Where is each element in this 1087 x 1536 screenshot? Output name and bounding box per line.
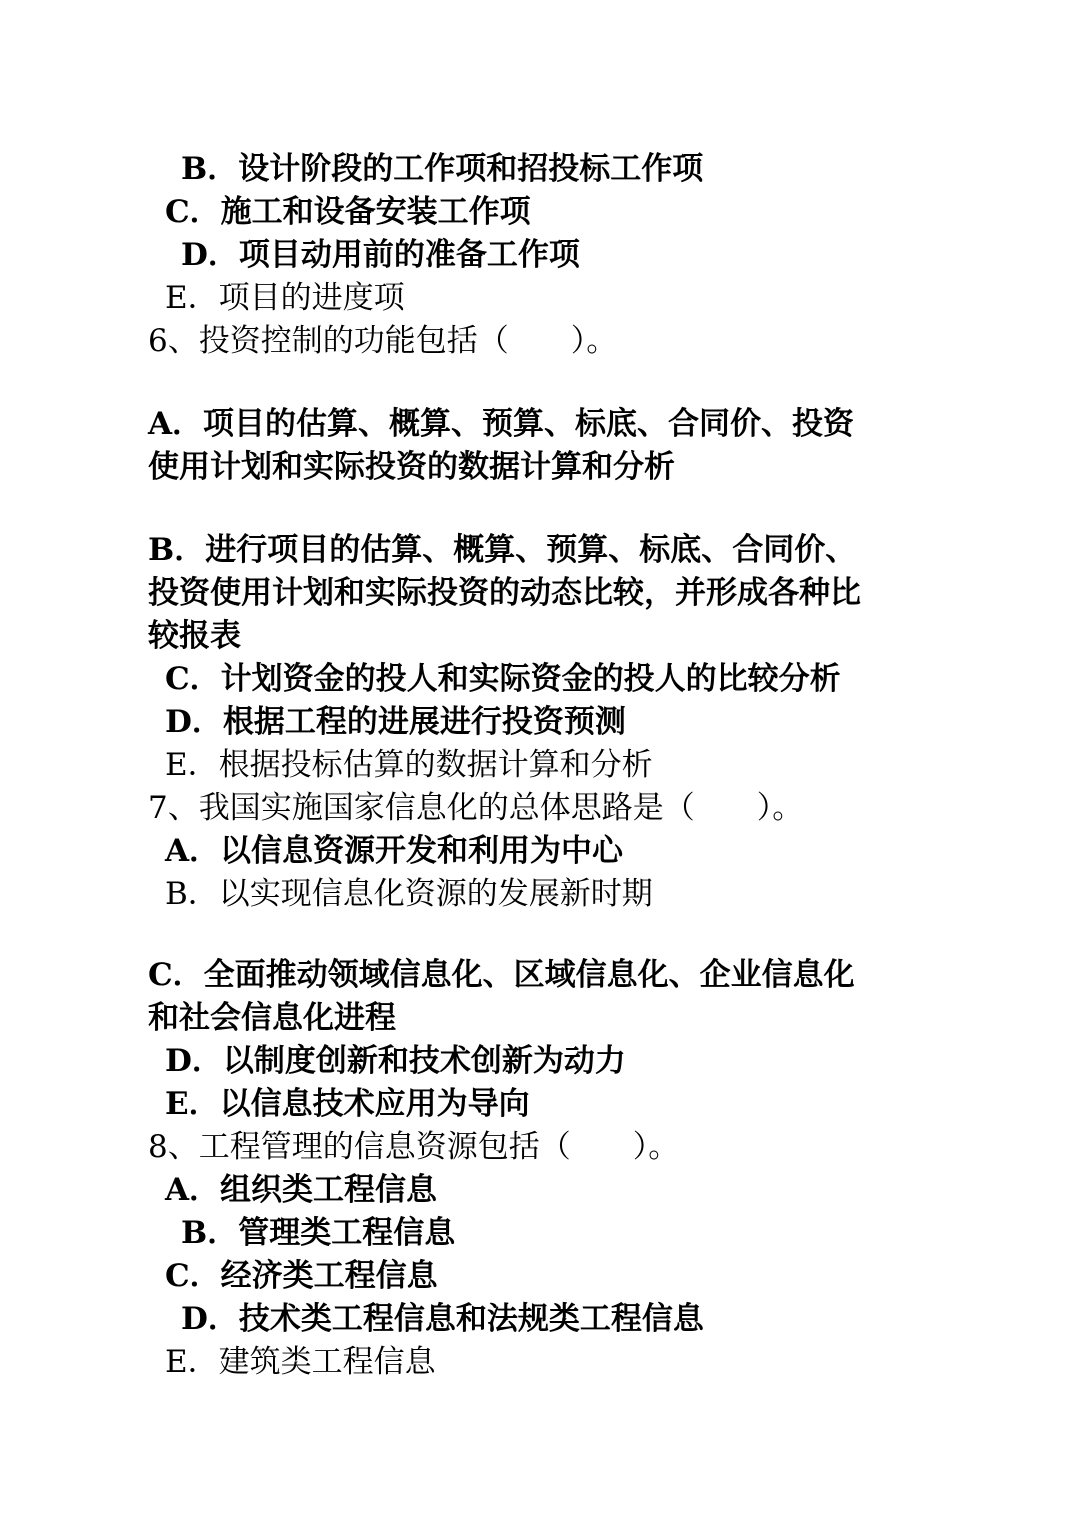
q8-option-c: C．经济类工程信息 <box>165 1258 438 1294</box>
q7-option-c-line2: 和社会信息化进程 <box>148 1000 396 1036</box>
question-8: 8、工程管理的信息资源包括（ ）。 <box>148 1129 680 1165</box>
q5-option-c: C．施工和设备安装工作项 <box>165 194 531 230</box>
q6-option-b-line3: 较报表 <box>148 618 241 654</box>
q6-option-d: D．根据工程的进展进行投资预测 <box>165 704 626 740</box>
q8-option-b: B．管理类工程信息 <box>181 1215 456 1251</box>
question-7: 7、我国实施国家信息化的总体思路是（ ）。 <box>148 790 804 826</box>
q5-option-d: D．项目动用前的准备工作项 <box>181 237 580 273</box>
q6-option-b-line1: B．进行项目的估算、概算、预算、标底、合同价、 <box>148 532 857 568</box>
q7-option-c-line1: C．全面推动领域信息化、区域信息化、企业信息化 <box>148 957 855 993</box>
q6-option-e: E．根据投标估算的数据计算和分析 <box>165 747 653 783</box>
q5-option-b: B．设计阶段的工作项和招投标工作项 <box>181 151 704 187</box>
q7-option-a: A．以信息资源开发和利用为中心 <box>165 833 624 869</box>
q6-option-c: C．计划资金的投人和实际资金的投人的比较分析 <box>165 661 841 697</box>
q6-option-a-line2: 使用计划和实际投资的数据计算和分析 <box>148 449 675 485</box>
q5-option-e: E．项目的进度项 <box>165 280 405 316</box>
q8-option-a: A．组织类工程信息 <box>165 1172 438 1208</box>
q7-option-e: E．以信息技术应用为导向 <box>165 1086 530 1122</box>
q6-option-b-line2: 投资使用计划和实际投资的动态比较，并形成各种比 <box>148 575 861 611</box>
question-6: 6、投资控制的功能包括（ ）。 <box>148 323 618 359</box>
q7-option-d: D．以制度创新和技术创新为动力 <box>165 1043 626 1079</box>
q8-option-d: D．技术类工程信息和法规类工程信息 <box>181 1301 704 1337</box>
q7-option-b: B．以实现信息化资源的发展新时期 <box>165 876 653 912</box>
q6-option-a-line1: A．项目的估算、概算、预算、标底、合同价、投资 <box>148 406 855 442</box>
q8-option-e: E．建筑类工程信息 <box>165 1344 436 1380</box>
